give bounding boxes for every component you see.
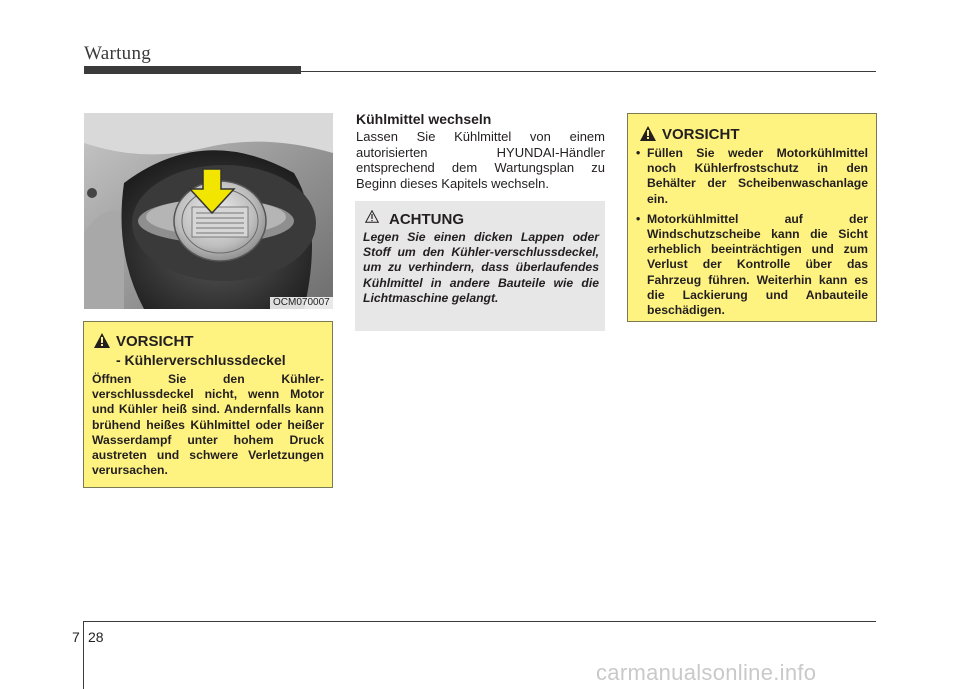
photo-reference-code: OCM070007: [270, 297, 333, 309]
caution-bullet-item: • Füllen Sie weder Motorkühlmittel noch Kühlerfrostschutz in den Behälter der Scheibenwaschanlage ein.: [636, 146, 868, 207]
footer-divider: [83, 621, 84, 689]
caution-heading: VORSICHT: [116, 333, 194, 350]
page-header-title: Wartung: [84, 43, 152, 64]
caution-text: Öffnen Sie den Kühler-verschlussdeckel nicht, wenn Motor und Kühler heiß sind. Andernfalls kann brühend heißes Kühlmittel oder heißer Wasserdampf unter hohem Druck austreten und schwere Verletzungen verursachen.: [92, 372, 324, 478]
warning-triangle-icon: [640, 126, 656, 141]
notice-heading: ACHTUNG: [389, 211, 464, 228]
notice-triangle-icon: [365, 210, 379, 223]
caution-box-radiator-cap: [83, 321, 333, 488]
header-rule: [301, 71, 876, 72]
section-body: Lassen Sie Kühlmittel von einem autorisierten HYUNDAI-Händler entsprechend dem Wartungsplan zu Beginn dieses Kapitels wechseln.: [356, 129, 605, 191]
section-title: Kühlmittel wechseln: [356, 111, 492, 127]
radiator-cap-photo: [84, 113, 333, 309]
warning-triangle-icon: [94, 333, 110, 348]
page-number: 28: [88, 629, 104, 645]
notice-text: Legen Sie einen dicken Lappen oder Stoff um den Kühler-verschlussdeckel, um zu verhindern, dass überlaufendes Kühlmittel in andere Bauteile wie die Lichtmaschine gelangt.: [363, 230, 599, 305]
header-bar: [84, 66, 301, 74]
caution-bullet-item: • Motorkühlmittel auf der Windschutzscheibe kann die Sicht erheblich beeinträchtigen und zum Verlust der Kontrolle über das Fahrzeug führen. Weiterhin kann es die Lackierung und Anbauteile beschädigen.: [636, 212, 868, 318]
caution-bullet-list: [636, 146, 868, 323]
radiator-cap-illustration: [84, 113, 333, 309]
notice-box: [355, 201, 605, 331]
watermark: carmanualsonline.info: [596, 660, 817, 685]
caution-heading: VORSICHT: [662, 126, 740, 143]
caution-subheading: - Kühlerverschlussdeckel: [116, 352, 286, 368]
footer-rule: [83, 621, 876, 622]
chapter-number: 7: [72, 629, 80, 645]
caution-box-coolant: [627, 113, 877, 322]
